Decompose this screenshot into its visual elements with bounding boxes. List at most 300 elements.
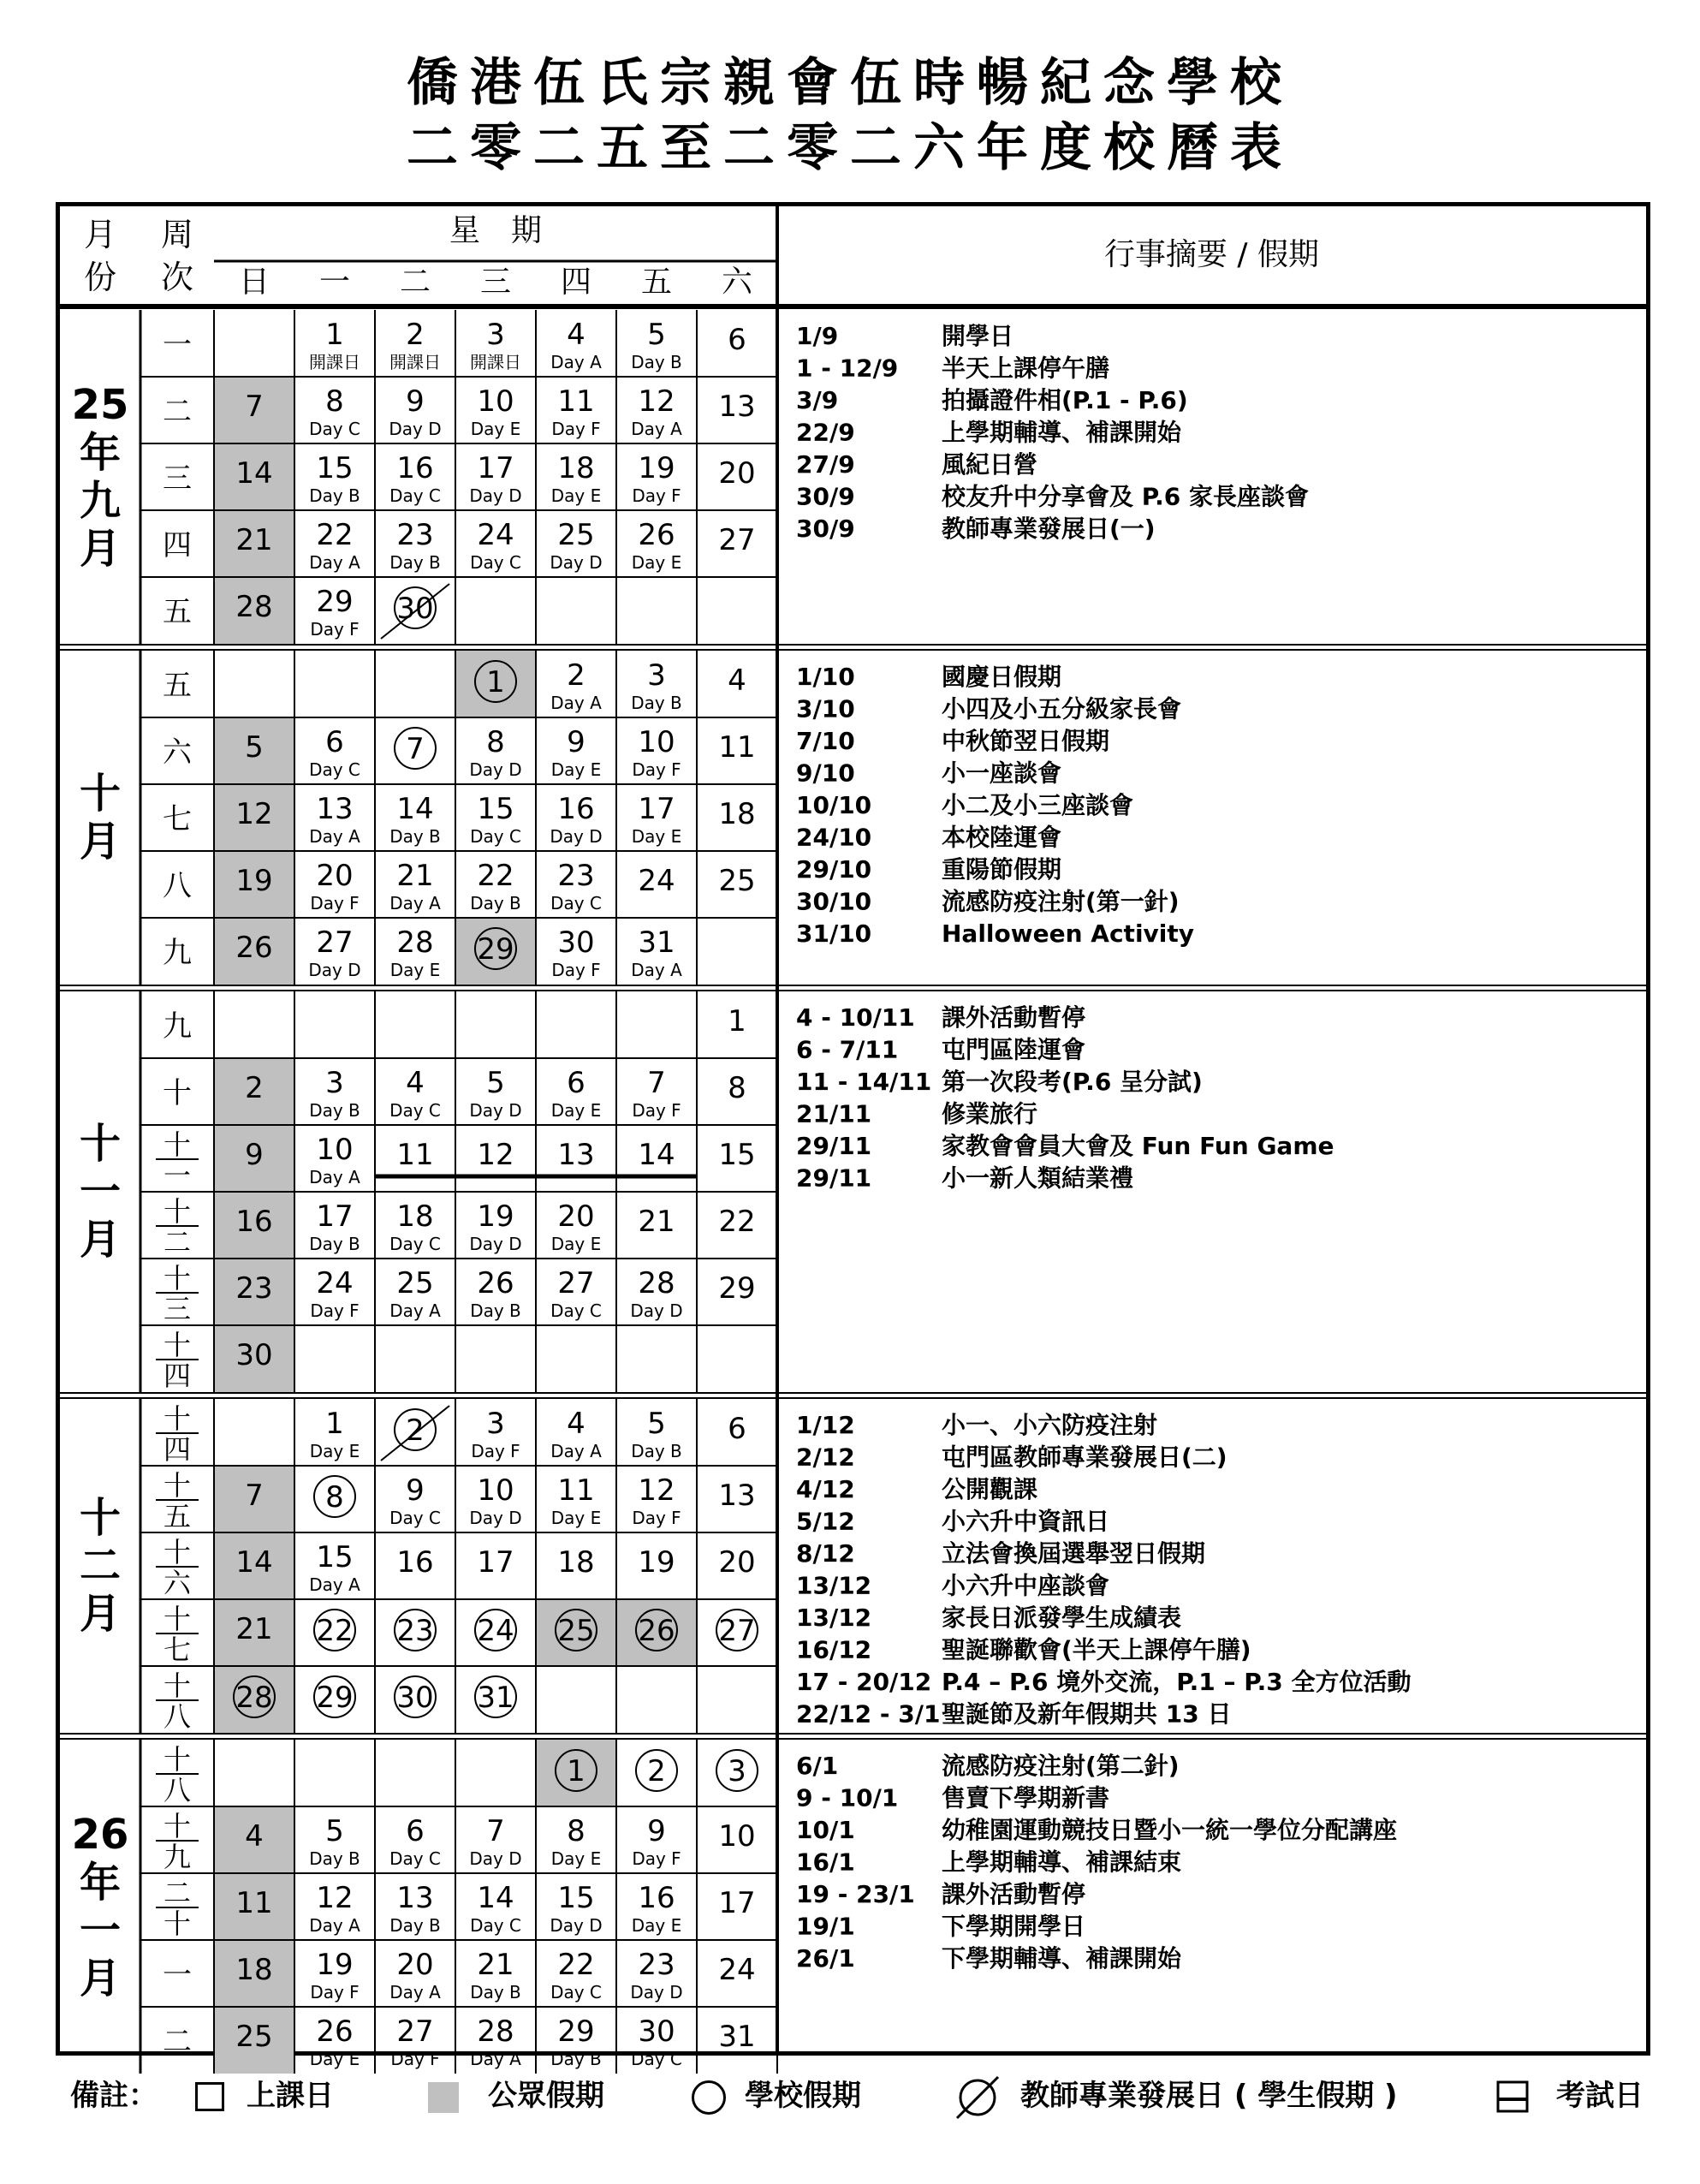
event-date: 6 - 7/11 [796,1035,899,1064]
day-number: 8 [486,725,505,759]
header-weekday: 六 [721,265,753,300]
week-number: 十 [163,1262,192,1294]
day-number: 20 [718,456,756,491]
month-label: 二 [79,1542,122,1590]
day-cycle: Day C [389,1100,441,1121]
month-label: 一 [79,1168,122,1216]
month-label: 一 [79,1907,122,1955]
day-number: 15 [718,1138,756,1172]
day-number: 5 [245,730,264,765]
day-number: 5 [486,1066,505,1100]
week-number: 五 [163,1500,192,1532]
event-date: 9/10 [796,759,855,788]
day-cycle: Day C [309,759,360,780]
day-cycle: Day D [389,419,442,439]
day-cycle: Day D [630,1982,683,2002]
event-text: 小二及小三座談會 [942,791,1134,819]
day-number: 26 [638,518,675,552]
event-date: 10/1 [796,1816,855,1844]
day-number: 18 [235,1953,273,1987]
day-cycle: Day F [390,2049,440,2069]
event-text: 家教會會員大會及 Fun Fun Game [942,1132,1334,1160]
event-date: 22/9 [796,418,855,447]
day-number: 1 [325,1407,344,1441]
legend-public-holiday-swatch [428,2082,459,2113]
day-number: 28 [396,925,434,960]
event-text: 小六升中座談會 [942,1571,1110,1600]
day-number: 17 [316,1199,354,1234]
event-text: 小一新人類結業禮 [942,1163,1134,1193]
day-cycle: Day B [470,1982,521,2002]
event-text: 小六升中資訊日 [942,1507,1110,1536]
day-cycle: Day D [469,1848,522,1869]
legend-title: 備註： [70,2079,158,2113]
week-number: 七 [163,802,192,836]
event-date: 29/10 [796,855,872,884]
event-date: 30/10 [796,887,872,916]
day-cycle: Day D [469,1508,522,1528]
event-text: 中秋節翌日假期 [942,727,1110,755]
header-weekday: 二 [399,265,431,300]
event-text: 課外活動暫停 [942,1003,1086,1032]
day-number: 6 [728,323,746,357]
week-number: 四 [163,528,192,562]
day-cycle: Day E [631,552,682,573]
day-cycle: Day E [550,1234,602,1254]
week-number: 九 [163,936,192,970]
event-text: 課外活動暫停 [942,1880,1086,1908]
event-text: 修業旅行 [942,1099,1038,1128]
month-label: 十 [79,1120,122,1168]
day-cycle: Day E [550,485,602,506]
day-number: 10 [477,1473,514,1508]
day-number: 13 [396,1881,434,1915]
day-number: 14 [235,456,273,491]
day-number: 20 [396,1948,434,1982]
header-weekday: 日 [238,265,270,300]
day-cycle: Day B [389,1915,441,1936]
week-number: 十 [163,1603,192,1635]
day-cycle: Day A [631,960,682,980]
day-cycle: Day B [309,1234,360,1254]
day-number: 16 [638,1881,675,1915]
day-number: 13 [718,1479,756,1513]
event-text: 聖誕節及新年假期共 13 日 [942,1699,1232,1729]
day-number: 9 [647,1814,666,1848]
day-number: 15 [477,792,514,826]
event-text: 第一次段考(P.6 呈分試) [942,1068,1203,1096]
event-date: 16/1 [796,1848,855,1877]
day-number: 6 [567,1066,585,1100]
week-number: 十 [163,1195,192,1228]
day-number: 7 [245,390,264,424]
event-date: 13/12 [796,1571,872,1600]
day-number: 7 [647,1066,666,1100]
day-number: 29 [718,1271,756,1306]
day-number: 14 [477,1881,514,1915]
event-text: 聖誕聯歡會(半天上課停午膳) [942,1635,1251,1664]
legend-pd-icon [952,2074,1003,2122]
day-number: 5 [647,318,666,352]
event-date: 9 - 10/1 [796,1783,899,1812]
day-number: 16 [396,1545,434,1580]
day-number: 28 [235,1681,273,1715]
event-date: 24/10 [796,823,872,852]
day-number: 22 [718,1205,756,1239]
day-cycle: Day F [310,1982,360,2002]
event-text: 上學期輔導、補課開始 [942,418,1182,447]
month-label: 月 [79,525,122,573]
day-number: 14 [638,1138,675,1172]
day-number: 26 [638,1614,675,1648]
week-number: 六 [163,1567,192,1599]
day-number: 13 [316,792,354,826]
day-number: 28 [638,1266,675,1300]
day-number: 7 [406,732,425,766]
day-number: 22 [316,1614,354,1648]
event-text: 下學期輔導、補課開始 [942,1944,1182,1973]
day-cycle: Day B [309,485,360,506]
day-number: 12 [316,1881,354,1915]
week-number: 十 [163,1536,192,1568]
day-number: 1 [567,1754,585,1788]
day-number: 31 [638,925,675,960]
day-cycle: Day B [309,1848,360,1869]
day-cycle: Day A [309,552,360,573]
header-weekday: 四 [560,265,592,300]
day-number: 16 [235,1205,273,1239]
day-number: 29 [316,1681,354,1715]
week-number: 四 [163,1433,192,1466]
month-label: 十 [79,770,122,818]
day-cycle: Day F [632,1100,681,1121]
day-cycle: Day C [389,485,441,506]
day-cycle: Day F [471,1441,520,1461]
day-cycle: 開課日 [470,352,521,372]
event-date: 7/10 [796,727,855,755]
day-number: 23 [396,518,434,552]
day-number: 8 [325,1480,344,1515]
day-cycle: Day E [550,1508,602,1528]
day-number: 11 [557,1473,595,1508]
calendar-table [56,202,1650,2069]
legend-exam-day: 考試日 [1556,2079,1644,2113]
day-cycle: Day F [632,759,681,780]
day-number: 27 [316,925,354,960]
day-cycle: Day D [550,826,603,847]
day-cycle: Day C [550,893,602,913]
day-cycle: Day E [550,1848,602,1869]
day-cycle: Day E [470,419,521,439]
day-number: 26 [477,1266,514,1300]
day-number: 12 [235,797,273,831]
day-cycle: Day C [631,2049,682,2069]
day-number: 12 [638,384,675,419]
day-cycle: Day D [469,759,522,780]
event-date: 29/11 [796,1132,872,1160]
day-number: 6 [325,725,344,759]
day-cycle: Day F [310,619,360,640]
day-number: 2 [567,658,585,693]
event-text: 屯門區陸運會 [942,1035,1086,1064]
day-number: 6 [728,1412,746,1446]
day-number: 4 [728,664,746,698]
week-number: 二 [163,1226,192,1259]
day-number: 27 [396,2014,434,2049]
week-number: 十 [163,1329,192,1361]
day-number: 4 [567,318,585,352]
day-cycle: Day E [309,2049,360,2069]
day-number: 18 [718,797,756,831]
day-cycle: Day A [389,1300,441,1321]
day-number: 3 [486,318,505,352]
day-number: 19 [638,451,675,485]
day-number: 19 [235,864,273,898]
legend-school-holiday-circle [692,2080,726,2115]
day-number: 29 [316,585,354,619]
week-number: 一 [163,1958,192,1992]
day-number: 27 [718,523,756,557]
day-number: 25 [718,864,756,898]
day-number: 21 [235,1612,273,1646]
event-date: 29/11 [796,1163,872,1193]
week-number: 十 [163,1402,192,1435]
week-number: 三 [163,461,192,496]
day-number: 9 [406,384,425,419]
day-cycle: Day A [550,693,602,713]
day-cycle: Day F [551,419,601,439]
week-number: 十 [163,1743,192,1776]
day-number: 15 [316,1540,354,1574]
event-text: 半天上課停午膳 [942,354,1110,383]
day-cycle: Day D [308,960,361,980]
legend-school-holiday: 學校假期 [745,2079,861,2113]
week-number: 四 [163,1360,192,1392]
event-text: 校友升中分享會及 P.6 家長座談會 [942,482,1309,511]
event-date: 11 - 14/11 [796,1068,932,1096]
day-cycle: Day E [631,1915,682,1936]
month-label: 九 [79,477,122,525]
month-label: 月 [79,1216,122,1264]
day-number: 3 [728,1754,746,1788]
event-date: 26/1 [796,1944,855,1973]
week-number: 十 [163,1810,192,1842]
day-number: 31 [477,1681,514,1715]
day-number: 2 [245,1071,264,1105]
day-number: 21 [235,523,273,557]
week-number: 十 [163,1128,192,1161]
event-date: 5/12 [796,1507,855,1536]
day-cycle: Day F [632,1848,681,1869]
month-label: 月 [79,818,122,866]
event-text: Halloween Activity [942,919,1195,948]
event-date: 3/9 [796,386,839,414]
day-number: 5 [325,1814,344,1848]
day-number: 19 [316,1948,354,1982]
week-number: 七 [163,1634,192,1666]
day-cycle: Day C [309,419,360,439]
day-number: 8 [728,1071,746,1105]
day-number: 16 [396,451,434,485]
event-text: 下學期開學日 [942,1912,1086,1941]
day-cycle: Day E [309,1441,360,1461]
week-number: 八 [163,1700,192,1733]
day-number: 30 [638,2014,675,2049]
event-date: 6/1 [796,1752,839,1780]
legend-school-day: 上課日 [247,2079,334,2113]
legend-public-holiday: 公眾假期 [488,2079,604,2113]
month-label: 年 [79,429,122,477]
day-cycle: Day E [550,759,602,780]
day-cycle: Day B [631,352,682,372]
day-number: 21 [638,1205,675,1239]
day-number: 15 [557,1881,595,1915]
day-number: 17 [638,792,675,826]
day-number: 13 [557,1138,595,1172]
header-weekday-group: 星 期 [449,213,543,248]
event-date: 27/9 [796,450,855,479]
day-number: 4 [245,1819,264,1854]
day-cycle: Day E [389,960,441,980]
event-text: 重陽節假期 [942,855,1062,884]
day-number: 30 [396,1681,434,1715]
day-number: 11 [396,1138,434,1172]
day-number: 29 [557,2014,595,2049]
day-cycle: Day C [550,1982,602,2002]
day-number: 14 [396,792,434,826]
day-number: 28 [235,590,273,624]
day-cycle: Day A [389,1982,441,2002]
header-month: 月 [83,216,117,253]
event-text: 國慶日假期 [942,663,1062,691]
day-number: 2 [406,1413,425,1448]
event-date: 4/12 [796,1475,855,1503]
school-name: 僑港伍氏宗親會伍時暢紀念學校 [407,53,1293,113]
day-number: 17 [477,451,514,485]
day-number: 30 [557,925,595,960]
day-number: 30 [235,1338,273,1372]
day-number: 29 [477,932,514,967]
day-number: 19 [638,1545,675,1580]
day-cycle: Day A [389,893,441,913]
day-number: 17 [718,1886,756,1920]
week-number: 三 [163,1293,192,1325]
event-date: 4 - 10/11 [796,1003,915,1032]
day-cycle: Day A [309,1167,360,1187]
week-number: 六 [163,735,192,770]
event-date: 3/10 [796,694,855,723]
day-cycle: Day E [550,1100,602,1121]
day-number: 7 [486,1814,505,1848]
day-number: 20 [718,1545,756,1580]
day-number: 12 [638,1473,675,1508]
day-number: 8 [567,1814,585,1848]
event-date: 8/12 [796,1539,855,1568]
day-cycle: Day C [470,1915,521,1936]
legend-school-day-box [195,2082,224,2111]
day-number: 28 [477,2014,514,2049]
event-date: 17 - 20/12 [796,1668,932,1696]
week-number: 二 [163,2025,192,2059]
event-text: 上學期輔導、補課結束 [942,1848,1182,1877]
day-number: 26 [235,931,273,965]
event-text: 屯門區教師專業發展日(二) [942,1443,1227,1472]
day-cycle: Day D [550,552,603,573]
day-cycle: Day C [389,1848,441,1869]
event-date: 1 - 12/9 [796,354,899,383]
day-number: 17 [477,1545,514,1580]
day-number: 9 [245,1138,264,1172]
day-number: 25 [557,1614,595,1648]
day-number: 19 [477,1199,514,1234]
day-number: 24 [477,1614,514,1648]
day-number: 2 [647,1754,666,1788]
day-number: 10 [316,1133,354,1167]
day-number: 11 [557,384,595,419]
event-text: 本校陸運會 [942,823,1062,852]
day-cycle: Day B [631,1441,682,1461]
day-number: 4 [567,1407,585,1441]
day-number: 15 [316,451,354,485]
day-number: 10 [477,384,514,419]
day-number: 13 [718,390,756,424]
event-date: 19 - 23/1 [796,1880,915,1908]
day-cycle: Day A [309,826,360,847]
day-number: 22 [477,859,514,893]
day-number: 16 [557,792,595,826]
day-number: 24 [477,518,514,552]
header-weekday: 一 [318,265,351,300]
header-month: 份 [83,259,117,296]
day-number: 11 [718,730,756,765]
header-week: 周 [160,216,194,253]
day-number: 9 [406,1473,425,1508]
event-date: 2/12 [796,1443,855,1472]
week-number: 二 [163,1877,192,1909]
event-text: 小一座談會 [942,759,1062,788]
day-number: 10 [638,725,675,759]
day-number: 24 [638,864,675,898]
event-date: 1/12 [796,1411,855,1439]
month-label: 月 [79,1590,122,1638]
event-date: 10/10 [796,791,872,819]
day-number: 5 [647,1407,666,1441]
week-number: 一 [163,328,192,362]
day-number: 20 [316,859,354,893]
week-number: 八 [163,1774,192,1806]
day-cycle: Day A [550,352,602,372]
week-number: 十 [163,1469,192,1502]
day-cycle: Day B [389,826,441,847]
day-cycle: Day A [550,1441,602,1461]
day-cycle: Day B [470,1300,521,1321]
event-text: 小一、小六防疫注射 [942,1411,1158,1439]
event-text: 教師專業發展日(一) [942,515,1156,543]
event-text: 風紀日營 [942,450,1038,479]
day-cycle: Day D [550,1915,603,1936]
day-number: 25 [235,2020,273,2054]
day-cycle: Day F [310,1300,360,1321]
day-cycle: Day D [630,1300,683,1321]
day-number: 12 [477,1138,514,1172]
month-label: 26 [71,1811,129,1859]
day-cycle: Day B [631,693,682,713]
day-number: 3 [325,1066,344,1100]
day-number: 20 [557,1199,595,1234]
week-number: 九 [163,1009,192,1044]
day-cycle: Day B [470,893,521,913]
event-date: 21/11 [796,1099,872,1128]
